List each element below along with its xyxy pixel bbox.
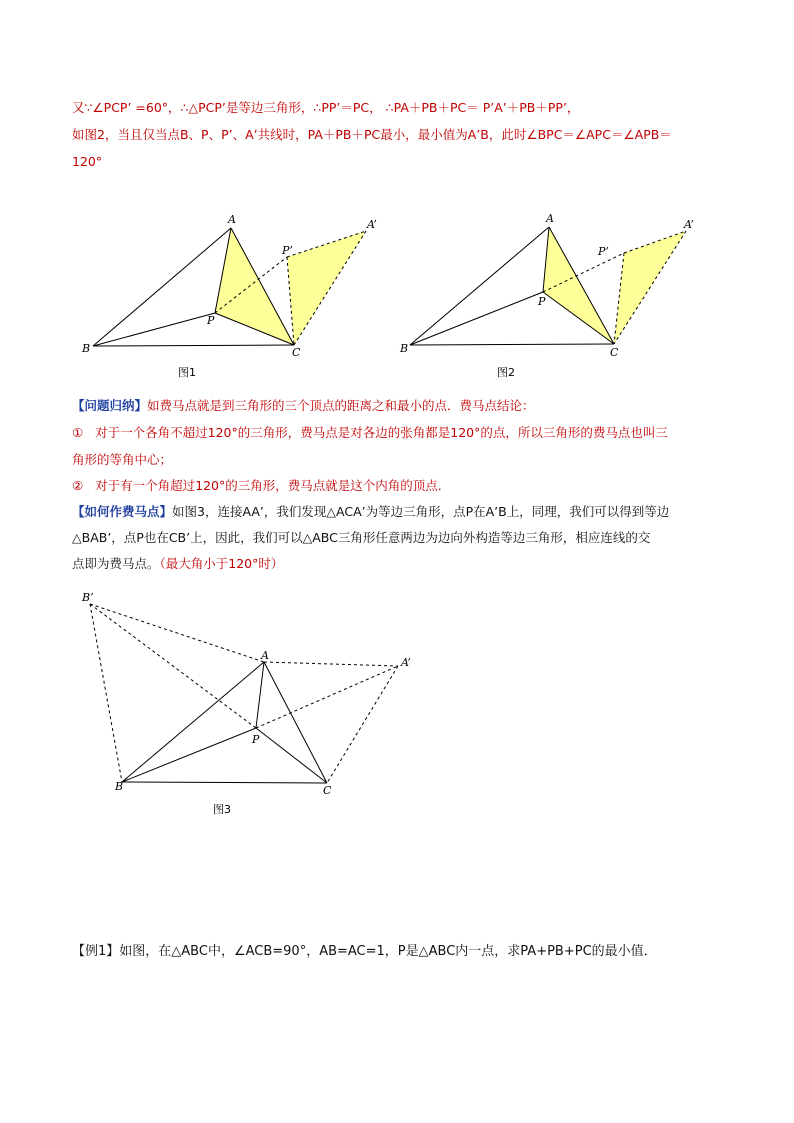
item-1-text-a: 对于一个各角不超过120°的三角形，费马点是对各边的张角都是120°的点，所以三角形的费马点也叫三 xyxy=(95,425,668,440)
fig1-label-b: B xyxy=(82,342,91,355)
fig2-label-a: A xyxy=(546,212,554,225)
fig2-label-p2: P’ xyxy=(598,245,609,258)
how-tag: 【如何作费马点】 xyxy=(72,504,173,519)
proof-line-3: 120° xyxy=(72,154,103,169)
fig3-label-b2: B’ xyxy=(82,591,94,604)
item-2-text: 对于有一个角超过120°的三角形，费马点就是这个内角的顶点． xyxy=(95,478,451,493)
proof-line-2: 如图2，当且仅当点B、P、P’、A’共线时，PA＋PB＋PC最小，最小值为A’B，此时∠BPC＝∠APC＝∠APB＝ xyxy=(72,127,672,142)
summary-tag: 【问题归纳】 xyxy=(72,398,148,413)
example-text: 如图，在△ABC中，∠ACB=90°，AB=AC=1，P是△ABC内一点，求PA+PB+PC的最小值． xyxy=(119,944,657,959)
fig1-label-a2: A’ xyxy=(367,218,377,231)
how-line-b: △BAB’，点P也在CB’上，因此，我们可以△ABC三角形任意两边为边向外构造等边三角形，相应连线的交 xyxy=(72,530,651,545)
fig3-label-a2: A’ xyxy=(401,656,411,669)
fig3-label-c: C xyxy=(323,784,332,797)
fig2-label-b: B xyxy=(400,342,409,355)
fig1-label-p: P xyxy=(207,314,215,327)
fig1-caption: 图1 xyxy=(178,366,196,379)
fig2-label-c: C xyxy=(610,346,619,359)
fig3-label-b: B xyxy=(115,780,124,793)
example-tag: 【例1】 xyxy=(72,944,120,959)
how-text-c: 点即为费马点。 xyxy=(72,556,160,571)
fig3-label-a: A xyxy=(261,649,269,662)
example-line xyxy=(72,942,657,962)
item-1-number: ① xyxy=(72,425,84,440)
fig2-caption: 图2 xyxy=(497,366,515,379)
proof-line-1: 又∵∠PCP’ =60°，∴△PCP’是等边三角形，∴PP’＝PC， ∴PA＋PB＋PC＝ P’A’＋PB＋PP’， xyxy=(72,100,580,115)
fig3-label-p: P xyxy=(252,733,260,746)
fig1-label-p2: P’ xyxy=(282,244,293,257)
fig2-label-p: P xyxy=(538,295,546,308)
item-2-number: ② xyxy=(72,478,84,493)
how-note: （最大角小于120°时） xyxy=(159,556,284,571)
fig1-label-c: C xyxy=(292,346,301,359)
item-1-line-b: 角形的等角中心； xyxy=(72,452,173,467)
summary-text: 如费马点就是到三角形的三个顶点的距离之和最小的点．费马点结论： xyxy=(147,398,535,413)
fig3-caption: 图3 xyxy=(213,803,231,816)
how-text-a: 如图3，连接AA’，我们发现△ACA’为等边三角形，点P在A’B上，同理，我们可以得到等边 xyxy=(172,504,670,519)
fig1-label-a: A xyxy=(228,213,236,226)
fig2-label-a2: A’ xyxy=(684,218,694,231)
